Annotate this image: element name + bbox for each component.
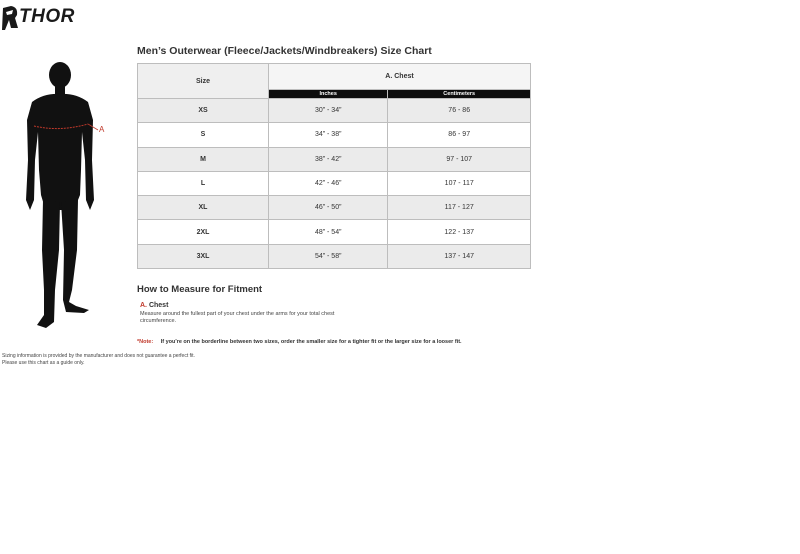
- inches-cell: 42” - 46”: [269, 171, 388, 195]
- human-silhouette: [14, 60, 114, 332]
- note-text: If you're on the borderline between two sizes, order the smaller size for a tighter fit or the larger size for a looser fit.: [160, 339, 462, 345]
- size-cell: XS: [138, 99, 269, 123]
- size-cell: XL: [138, 196, 269, 220]
- fit-note: [137, 339, 462, 345]
- size-cell: 3XL: [138, 244, 269, 268]
- disclaimer-line-2: Please use this chart as a guide only.: [2, 359, 85, 366]
- inches-cell: 54” - 58”: [269, 244, 388, 268]
- centimeters-cell: 122 - 137: [388, 220, 531, 244]
- table-row: [138, 220, 531, 244]
- chest-measure-description: Measure around the fullest part of your chest under the arms for your total chest circumference.: [140, 311, 335, 324]
- page-title: Men’s Outerwear (Fleece/Jackets/Windbreakers) Size Chart: [137, 45, 432, 57]
- chest-measure-label: [140, 302, 168, 309]
- table-row: [138, 99, 531, 123]
- centimeters-cell: 76 - 86: [388, 99, 531, 123]
- inches-cell: 34” - 38”: [269, 123, 388, 147]
- centimeters-cell: 86 - 97: [388, 123, 531, 147]
- centimeters-cell: 117 - 127: [388, 196, 531, 220]
- table-row: [138, 147, 531, 171]
- human-silhouette-icon: [14, 60, 114, 332]
- centimeters-cell: 137 - 147: [388, 244, 531, 268]
- inches-header: Inches: [269, 89, 388, 98]
- table-row: [138, 196, 531, 220]
- table-row: [138, 244, 531, 268]
- note-label: *Note:: [137, 339, 154, 345]
- centimeters-header: Centimeters: [388, 89, 531, 98]
- sizing-disclaimer: [2, 353, 262, 366]
- inches-cell: 38” - 42”: [269, 147, 388, 171]
- chest-label-text: Chest: [148, 302, 169, 309]
- size-cell: 2XL: [138, 220, 269, 244]
- centimeters-cell: 107 - 117: [388, 171, 531, 195]
- brand-logo: [2, 4, 84, 32]
- centimeters-cell: 97 - 107: [388, 147, 531, 171]
- inches-cell: 46” - 50”: [269, 196, 388, 220]
- measure-title: How to Measure for Fitment: [137, 284, 263, 295]
- chest-header: A. Chest: [269, 64, 531, 90]
- disclaimer-line-1: Sizing information is provided by the manufacturer and does not guarantee a perfect fit.: [2, 353, 195, 359]
- inches-cell: 48” - 54”: [269, 220, 388, 244]
- chest-marker-label: A: [99, 125, 105, 134]
- size-chart-table: [137, 63, 531, 269]
- size-cell: L: [138, 171, 269, 195]
- table-row: [138, 123, 531, 147]
- brand-name: THOR: [19, 6, 75, 27]
- size-cell: S: [138, 123, 269, 147]
- table-row: [138, 171, 531, 195]
- size-header: Size: [138, 64, 269, 99]
- chest-letter: A.: [140, 302, 147, 309]
- inches-cell: 30” - 34”: [269, 99, 388, 123]
- size-cell: M: [138, 147, 269, 171]
